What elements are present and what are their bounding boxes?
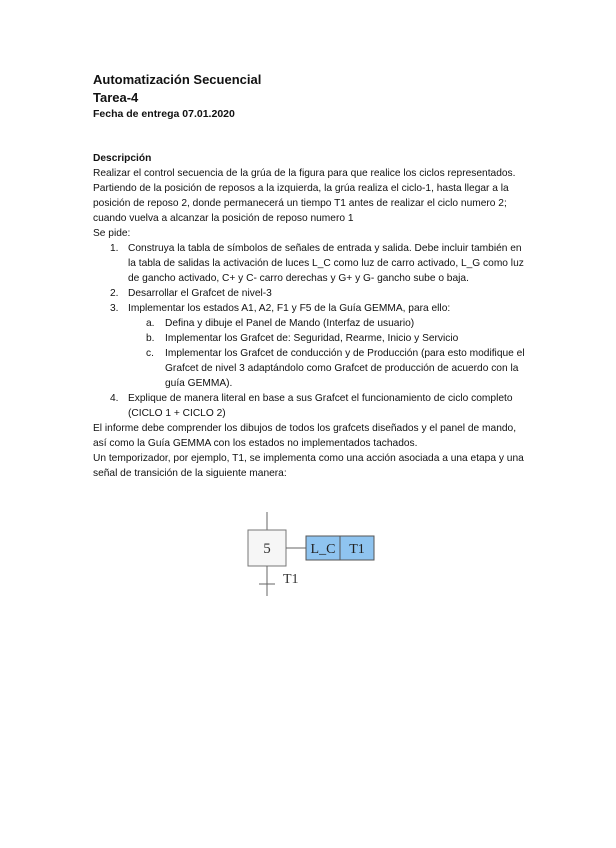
task-text: Implementar los estados A1, A2, F1 y F5 de la Guía GEMMA, para ello: (128, 303, 451, 314)
subtask-list (128, 316, 527, 391)
task-text: Explique de manera literal en base a sus Grafcet el funcionamiento de ciclo completo (CICLO 1 + CICLO 2) (128, 393, 513, 419)
task-number: 3. (110, 303, 119, 314)
action-label-1: L_C (310, 542, 336, 557)
subtask-item (128, 346, 527, 391)
asks-label: Se pide: (93, 228, 131, 239)
task-item (93, 391, 527, 421)
timer-note: Un temporizador, por ejemplo, T1, se implementa como una acción asociada a una etapa y una señal de transición de la siguiente manera: (93, 453, 524, 479)
subtask-item (128, 316, 527, 331)
due-date: Fecha de entrega 07.01.2020 (93, 108, 235, 120)
subtask-text: Defina y dibuje el Panel de Mando (Interfaz de usuario) (165, 318, 415, 329)
action-label-2: T1 (349, 542, 365, 557)
subtask-text: Implementar los Grafcet de: Seguridad, Rearme, Inicio y Servicio (165, 333, 459, 344)
grafcet-figure (240, 512, 390, 602)
task-item (93, 301, 527, 391)
subtask-letter: c. (146, 348, 154, 359)
task-number: 2. (110, 288, 119, 299)
subtask-item (128, 331, 527, 346)
transition-label: T1 (283, 572, 299, 587)
task-number: 4. (110, 393, 119, 404)
document-subtitle: Tarea-4 (93, 90, 139, 105)
report-note: El informe debe comprender los dibujos de todos los grafcets diseñados y el panel de mando, así como la Guía GEMMA con los estados no implementados tachados. (93, 423, 517, 449)
intro-paragraph: Realizar el control secuencia de la grúa de la figura para que realice los ciclos representados. Partiendo de la posición de reposos a la izquierda, la grúa realiza el ciclo-1, hasta llegar a la posición de reposo 2, donde permanecerá un tiempo T1 antes de realizar el ciclo numero 2; cuando vuelva a alcanzar la posición de reposo numero 1 (93, 168, 516, 224)
description-body (93, 151, 527, 481)
step-number: 5 (263, 541, 271, 557)
task-item (93, 241, 527, 286)
task-list (93, 241, 527, 421)
description-heading: Descripción (93, 153, 152, 164)
document-title: Automatización Secuencial (93, 72, 262, 87)
task-item (93, 286, 527, 301)
task-number: 1. (110, 243, 119, 254)
task-text: Desarrollar el Grafcet de nivel-3 (128, 288, 272, 299)
task-text: Construya la tabla de símbolos de señales de entrada y salida. Debe incluir también en la tabla de salidas la activación de luces L_C como luz de carro activado, L_G como luz de gancho activado, C+ y C- carro derechas y G+ y G- gancho sube o baja. (128, 243, 524, 284)
subtask-text: Implementar los Grafcet de conducción y de Producción (para esto modifique el Grafcet de nivel 3 adaptándolo como Grafcet de producción de acuerdo con la guía GEMMA). (165, 348, 525, 389)
subtask-letter: a. (146, 318, 155, 329)
subtask-letter: b. (146, 333, 155, 344)
